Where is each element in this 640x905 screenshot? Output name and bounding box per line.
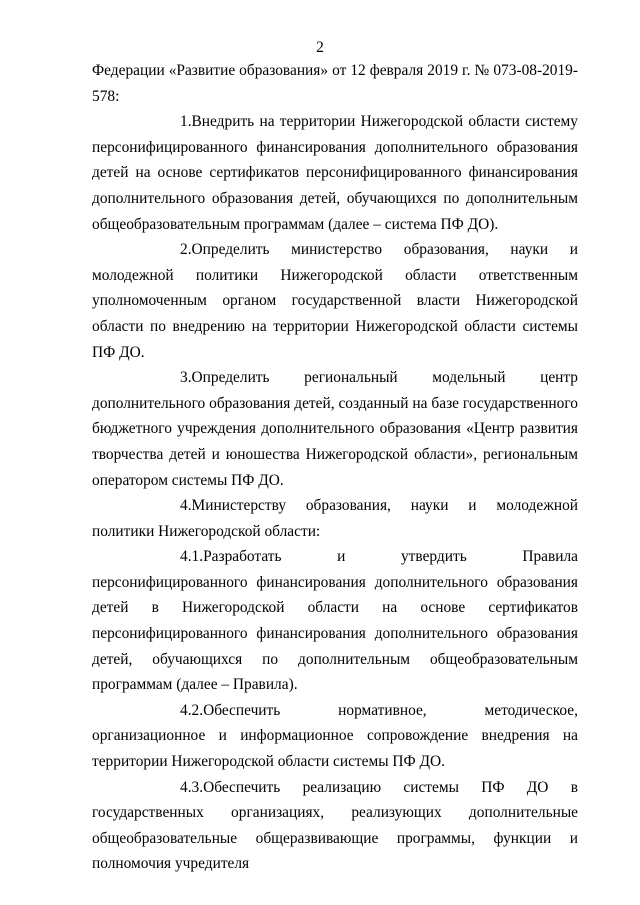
paragraph-text: Обеспечить реализацию системы ПФ ДО в государственных организациях, реализующих дополнительные общеобразовательные общеразвивающие программы, функции и полномочия учредителя — [92, 778, 578, 873]
paragraph-number: 1. — [180, 113, 192, 131]
paragraph-text: Определить региональный модельный центр дополнительного образования детей, созданный на базе государственного бюджетного учреждения дополнительного образования «Центр развития творчества детей и юношества Нижегородской области», региональным оператором системы ПФ ДО. — [92, 369, 578, 489]
paragraph-number: 4.3. — [180, 778, 204, 796]
paragraph-text: Обеспечить нормативное, методическое, организационное и информационное сопровождение внедрения на территории Нижегородской области системы ПФ ДО. — [92, 701, 578, 771]
paragraph-number: 4.2. — [180, 701, 204, 719]
paragraph-item-4-2 — [92, 698, 578, 775]
paragraph-text: Определить министерство образования, науки и молодежной политики Нижегородской области ответственным уполномоченным органом государственной власти Нижегородской области по внедрению на территории Нижегородской области системы ПФ ДО. — [92, 241, 578, 361]
paragraph-text: Разработать и утвердить Правила персонифицированного финансирования дополнительного образования детей в Нижегородской области на основе сертификатов персонифицированного финансирования дополнительного образования детей, обучающихся по дополнительным общеобразовательным программам (далее – Правила). — [92, 548, 578, 694]
paragraph-text: Внедрить на территории Нижегородской области систему персонифицированного финансирования дополнительного образования детей на основе сертификатов персонифицированного финансирования дополнительного образования детей, обучающихся по дополнительным общеобразовательным программам (далее – система ПФ ДО). — [92, 113, 578, 233]
paragraph-number: 3. — [180, 369, 192, 387]
paragraph-item-2 — [92, 237, 578, 365]
paragraph-number: 4.1. — [180, 548, 204, 566]
paragraph-item-3 — [92, 365, 578, 493]
paragraph-intro-continuation — [92, 58, 578, 109]
paragraph-item-1 — [92, 109, 578, 237]
paragraph-item-4-3 — [92, 775, 578, 877]
paragraph-number: 4. — [180, 497, 192, 515]
paragraph-number: 2. — [180, 241, 192, 259]
page-number: 2 — [316, 39, 324, 56]
paragraph-text: Министерству образования, науки и молодежной политики Нижегородской области: — [92, 497, 578, 540]
paragraph-text: Федерации «Развитие образования» от 12 февраля 2019 г. № 073-08-2019-578: — [92, 62, 578, 105]
paragraph-item-4 — [92, 493, 578, 544]
document-body — [92, 58, 578, 877]
paragraph-item-4-1 — [92, 544, 578, 698]
